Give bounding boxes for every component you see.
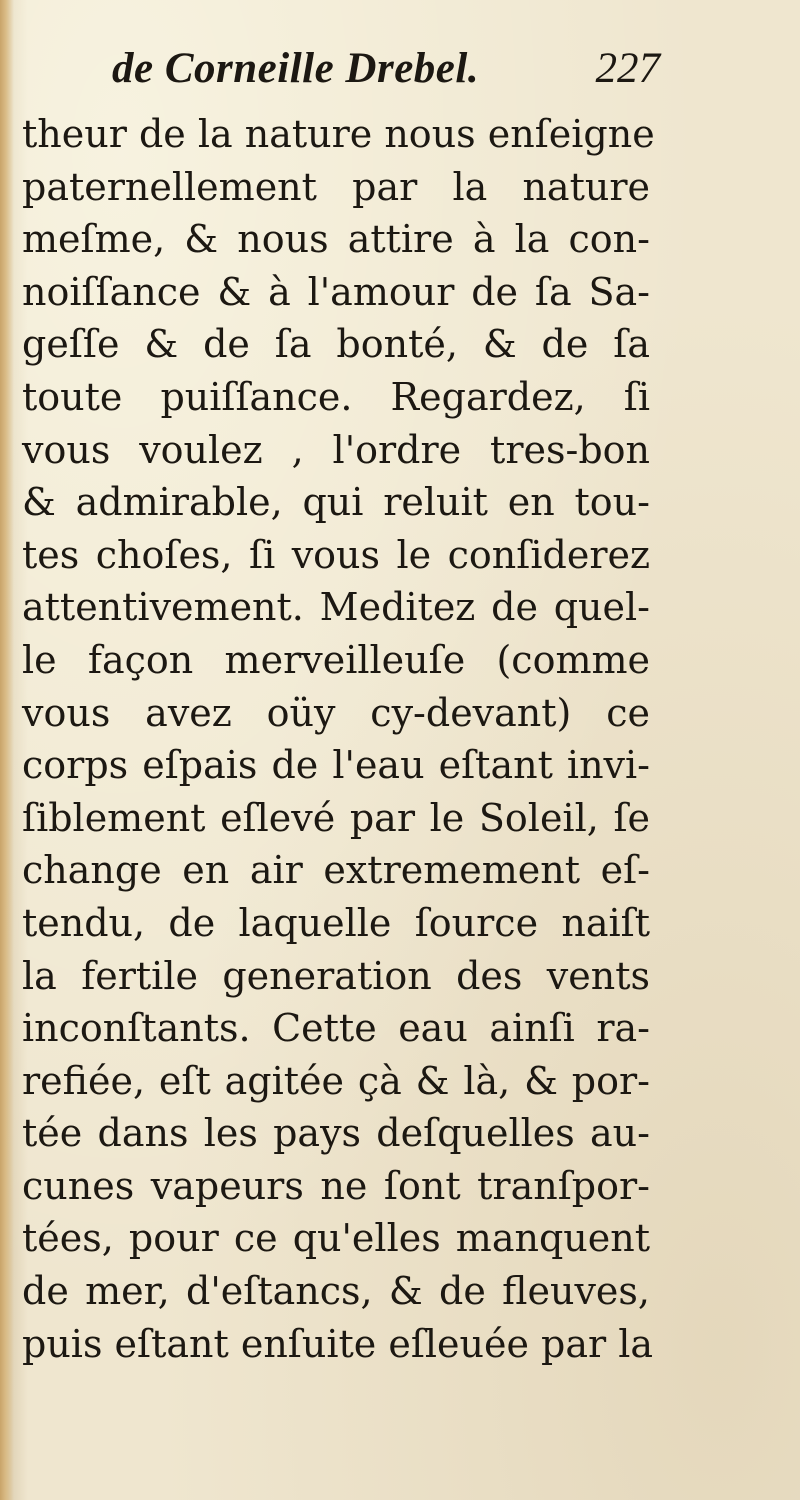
text-line: de mer, d'eſtancs, & de fleuves, xyxy=(22,1269,650,1314)
gutter-edge xyxy=(0,0,14,1500)
text-line: geſſe & de ſa bonté, & de ſa xyxy=(22,322,650,367)
text-line: inconſtants. Cette eau ainſi ra- xyxy=(22,1006,650,1051)
running-title: de Corneille Drebel. xyxy=(112,45,480,92)
text-line: tendu, de laquelle ſource naiſt xyxy=(22,900,650,945)
page-number: 227 xyxy=(595,45,660,92)
text-line: tes choſes, ſi vous le conſiderez xyxy=(22,532,650,577)
text-line: ſiblement eſlevé par le Soleil, ſe xyxy=(22,795,650,840)
text-line: change en air extremement eſ- xyxy=(22,848,650,893)
text-line: vous voulez , l'ordre tres-bon xyxy=(22,427,650,472)
text-line: corps eſpais de l'eau eſtant invi- xyxy=(22,743,650,788)
text-line: le façon merveilleuſe (comme xyxy=(22,637,650,682)
text-line: theur de la nature nous enſeigne xyxy=(22,112,655,156)
text-line: tées, pour ce qu'elles manquent xyxy=(22,1216,650,1261)
text-line: refiée, eſt agitée çà & là, & por- xyxy=(22,1058,650,1103)
text-line: meſme, & nous attire à la con- xyxy=(22,217,650,262)
page-header xyxy=(112,44,660,100)
text-line: vous avez oüy cy-devant) ce xyxy=(22,690,650,735)
text-line: noiſſance & à l'amour de ſa Sa- xyxy=(22,269,650,314)
text-line: la fertile generation des vents xyxy=(22,953,650,998)
body-text xyxy=(22,108,655,1370)
text-line: cunes vapeurs ne ſont tranſpor- xyxy=(22,1163,650,1208)
text-line: paternellement par la nature xyxy=(22,164,650,209)
text-line: & admirable, qui reluit en tou- xyxy=(22,480,650,525)
text-line: puis eſtant enſuite eſleuée par la xyxy=(22,1321,654,1366)
text-line: toute puiſſance. Regardez, ſi xyxy=(22,374,650,419)
text-line: tée dans les pays deſquelles au- xyxy=(22,1111,650,1156)
text-line: attentivement. Meditez de quel- xyxy=(22,585,650,630)
